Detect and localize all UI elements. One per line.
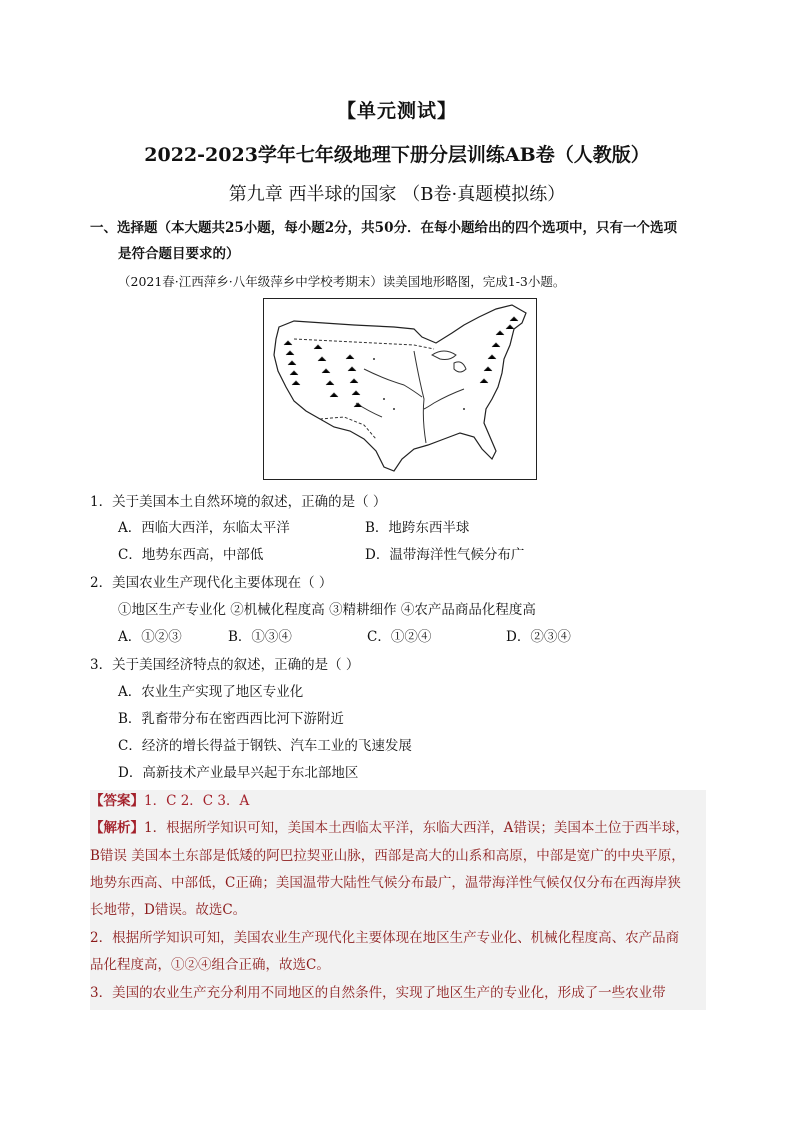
analysis-line-7: 3．美国的农业生产充分利用不同地区的自然条件，实现了地区生产的专业化，形成了一些农业带 xyxy=(90,985,666,1001)
answer-label: 【答案】 xyxy=(90,793,144,809)
main-title: 2022-2023学年七年级地理下册分层训练AB卷（人教版） xyxy=(144,144,650,166)
q3-option-c: C．经济的增长得益于钢铁、汽车工业的飞速发展 xyxy=(118,738,412,754)
section-heading-cont: 是符合题目要求的） xyxy=(118,246,240,262)
q2-items: ①地区生产专业化 ②机械化程度高 ③精耕细作 ④农产品商品化程度高 xyxy=(118,602,536,618)
q2-option-d: D．②③④ xyxy=(506,629,571,645)
analysis-line-4: 长地带，D错误。故选C。 xyxy=(90,902,247,918)
answer-text: 1．C 2．C 3．A xyxy=(144,793,250,809)
bracket-title: 【单元测试】 xyxy=(336,100,457,122)
q3-option-d: D．高新技术产业最早兴起于东北部地区 xyxy=(118,765,359,781)
analysis-line-3: 地势东西高、中部低，C正确；美国温带大陆性气候分布最广，温带海洋性气候仅仅分布在西海岸狭 xyxy=(90,875,681,891)
section-heading: 一、选择题（本大题共25小题，每小题2分，共50分．在每小题给出的四个选项中，只有一个选项 xyxy=(90,220,677,236)
q3-option-a: A．农业生产实现了地区专业化 xyxy=(118,684,304,700)
question-1-stem: 1．关于美国本土自然环境的叙述，正确的是（ ） xyxy=(90,494,387,510)
q2-option-c: C．①②④ xyxy=(367,629,432,645)
q1-option-a: A．西临大西洋，东临太平洋 xyxy=(118,520,290,536)
analysis-line-6: 品化程度高，①②④组合正确，故选C。 xyxy=(90,957,330,973)
analysis-label: 【解析】 xyxy=(90,820,144,836)
analysis-text-1: 1．根据所学知识可知，美国本土西临太平洋，东临大西洋，A错误；美国本土位于西半球， xyxy=(144,820,689,836)
us-terrain-map xyxy=(263,298,537,480)
analysis-line-1 xyxy=(90,818,689,838)
q2-option-a: A．①②③ xyxy=(118,629,182,645)
q2-option-b: B．①③④ xyxy=(228,629,292,645)
question-3-stem: 3．关于美国经济特点的叙述，正确的是（ ） xyxy=(90,657,360,673)
q1-option-b: B．地跨东西半球 xyxy=(365,520,470,536)
answer-line xyxy=(90,791,249,811)
analysis-line-2: B错误 美国本土东部是低矮的阿巴拉契亚山脉，西部是高大的山系和高原，中部是宽广的中央平原， xyxy=(90,848,685,864)
chapter-title: 第九章 西半球的国家 （B卷·真题模拟练） xyxy=(228,184,566,205)
q1-option-d: D．温带海洋性气候分布广 xyxy=(365,547,525,563)
q1-option-c: C．地势东西高，中部低 xyxy=(118,547,264,563)
source-note: （2021春·江西萍乡·八年级萍乡中学校考期末）读美国地形略图，完成1-3小题。 xyxy=(118,274,566,289)
q3-option-b: B．乳畜带分布在密西西比河下游附近 xyxy=(118,711,344,727)
analysis-line-5: 2．根据所学知识可知，美国农业生产现代化主要体现在地区生产专业化、机械化程度高、农产品商 xyxy=(90,930,680,946)
question-2-stem: 2．美国农业生产现代化主要体现在（ ） xyxy=(90,575,333,591)
map-drawing xyxy=(264,299,536,479)
